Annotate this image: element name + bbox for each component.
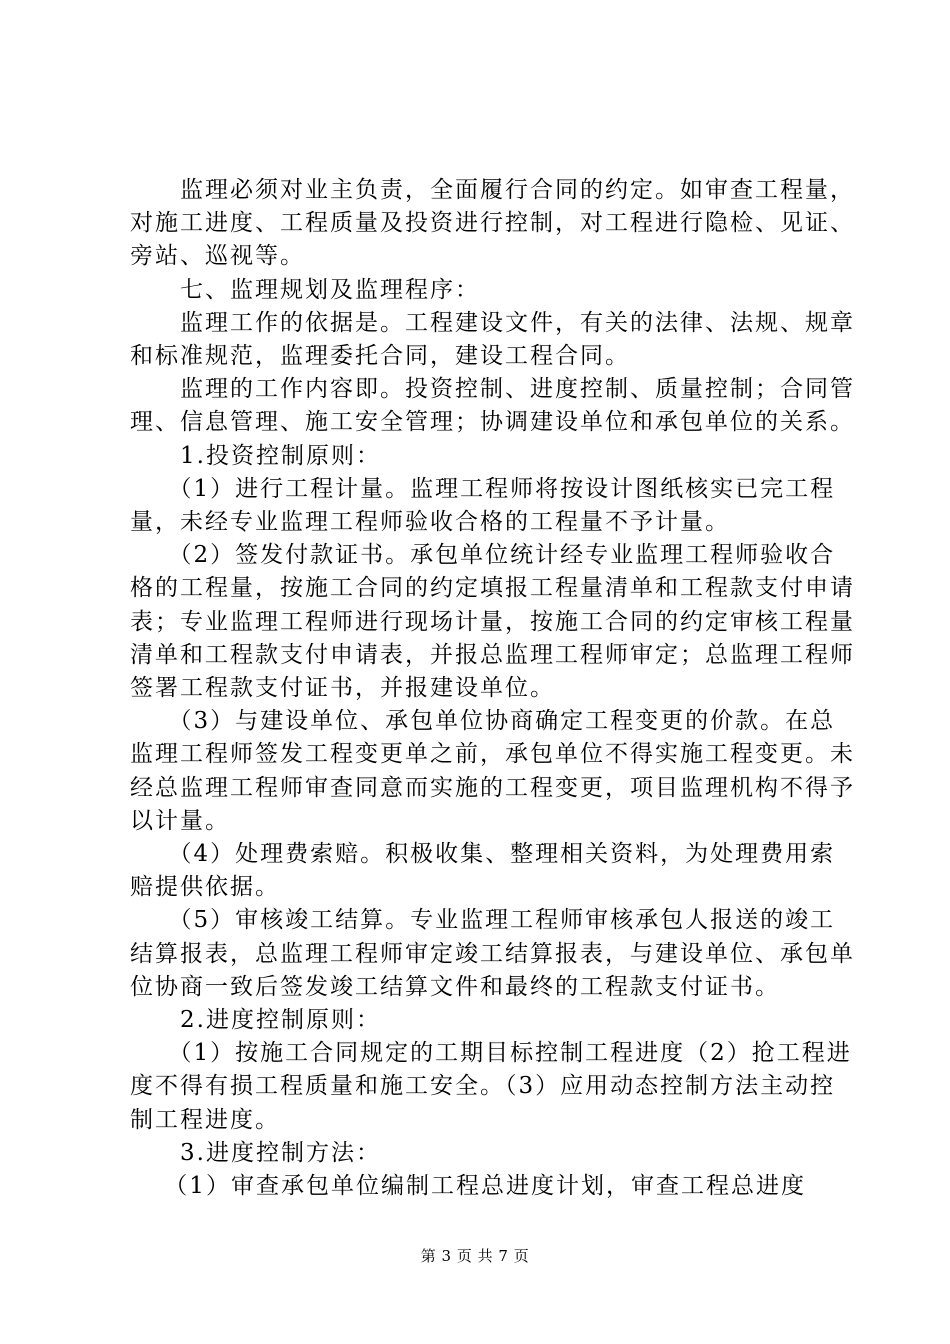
paragraph: （1）按施工合同规定的工期目标控制工程进度（2）抢工程进度不得有损工程质量和施工安全。（3）应用动态控制方法主动控制工程进度。 [130, 1040, 852, 1133]
paragraph: 监理工作的依据是。工程建设文件，有关的法律、法规、规章和标准规范，监理委托合同，建设工程合同。 [130, 309, 855, 370]
paragraph: 监理的工作内容即。投资控制、进度控制、质量控制；合同管理、信息管理、施工安全管理；协调建设单位和承包单位的关系。 [130, 376, 855, 436]
paragraph: （2）签发付款证书。承包单位统计经专业监理工程师验收合格的工程量，按施工合同的约定填报工程量清单和工程款支付申请表；专业监理工程师进行现场计量，按施工合同的约定审核工程量清单和工程款支付申请表，并报总监理工程师审定；总监理工程师签署工程款支付证书，并报建设单位。 [130, 542, 855, 702]
paragraph: （5）审核竣工结算。专业监理工程师审核承包人报送的竣工结算报表，总监理工程师审定竣工结算报表，与建设单位、承包单位协商一致后签发竣工结算文件和最终的工程款支付证书。 [130, 907, 855, 1000]
document-body [130, 174, 860, 1203]
subsection-heading: 3.进度控制方法： [130, 1139, 381, 1166]
paragraph: 监理必须对业主负责，全面履行合同的约定。如审查工程量，对施工进度、工程质量及投资进行控制，对工程进行隐检、见证、旁站、巡视等。 [130, 177, 855, 270]
section-heading: 七、监理规划及监理程序： [130, 276, 480, 303]
paragraph: （1）进行工程计量。监理工程师将按设计图纸核实已完工程量，未经专业监理工程师验收合格的工程量不予计量。 [130, 475, 836, 536]
subsection-heading: 2.进度控制原则： [130, 1007, 381, 1034]
page-number-footer: 第 3 页 共 7 页 [420, 1247, 530, 1265]
paragraph: （3）与建设单位、承包单位协商确定工程变更的价款。在总监理工程师签发工程变更单之前，承包单位不得实施工程变更。未经总监理工程师审查同意而实施的工程变更，项目监理机构不得予以计量。 [130, 708, 855, 834]
paragraph: （4）处理费索赔。积极收集、整理相关资料，为处理费用索赔提供依据。 [130, 841, 836, 901]
subsection-heading: 1.投资控制原则： [130, 442, 381, 469]
paragraph: （1）审查承包单位编制工程总进度计划，审查工程总进度 [130, 1173, 806, 1200]
